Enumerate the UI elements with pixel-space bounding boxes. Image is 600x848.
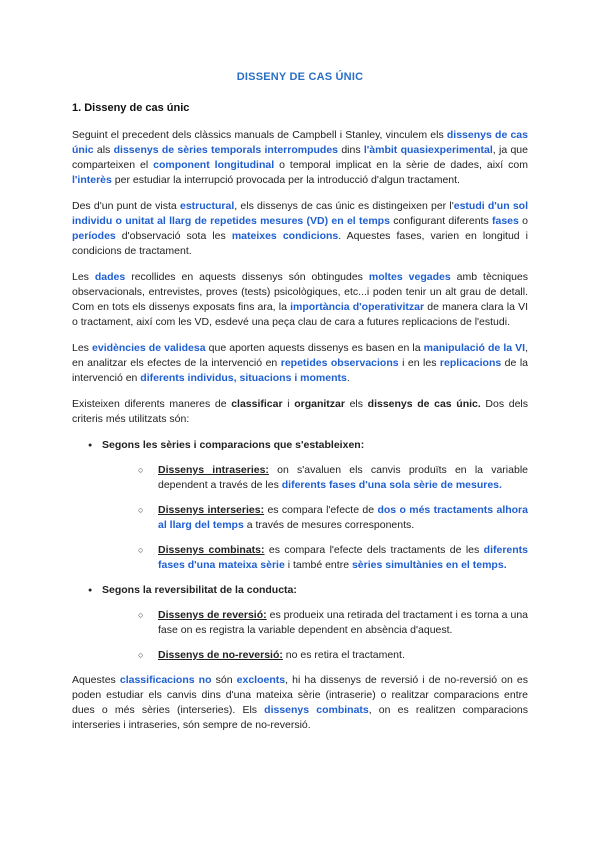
list-item-reversio: ○ Dissenys de reversió: es produeix una retirada del tractament i es torna a una fase on es registra la variable dependent en absència d'aquest. [142, 608, 528, 638]
paragraph-4: Les evidències de validesa que aporten aquests dissenys es basen en la manipulació de la VI, en analitzar els efectes de la intervenció en repetides observacions i en les replicacions de la intervenció en diferents individus, situacions i moments. [72, 342, 529, 384]
paragraph-5: Existeixen diferents maneres de classificar i organitzar els dissenys de cas únic. Dos dels criteris més utilitzats són: [72, 398, 528, 425]
paragraph-3: Les dades recollides en aquests dissenys són obtingudes moltes vegades amb tècniques observacionals, entrevistes, proves (tests) psicològiques, etc...i poden tenir un alt grau de detall. Com en tots els dissenys exposats fins ara, la importància d'operativitzar de manera clara la VI o tractament, així com les VD, esdevé una peça clau de cara a futures replicacions de l'estudi. [72, 271, 528, 328]
criteria-list [72, 438, 528, 663]
list-item-no-reversio: ○ Dissenys de no-reversió: no es retira el tractament. [142, 648, 528, 663]
page-title: DISSENY DE CAS ÚNIC [236, 71, 364, 83]
paragraph-2: Des d'un punt de vista estructural, els dissenys de cas únic es distingeixen per l'estudi d'un sol individu o unitat al llarg de repetides mesures (VD) en el temps configurant diferents fases o períodes d'observació sota les mateixes condicions. Aquestes fases, varien en longitud i condicions de tractament. [72, 200, 529, 257]
reversibility-subtypes [102, 608, 528, 663]
series-subtypes [102, 463, 528, 573]
list-item-intraseries: ○ Dissenys intraseries: on s'avaluen els canvis produïts en la variable dependent a través de les diferents fases d'una sola sèrie de mesures. [142, 463, 528, 493]
paragraph-6: Aquestes classificacions no són excloents, hi ha dissenys de reversió i de no-reversió on es poden estudiar els canvis dins d'una mateixa sèrie (intraserie) o realitzar comparacions entre dues o més sèries (interseries). Els dissenys combinats, on es realitzen comparacions interseries i intraseries, són sempre de no-reversió. [72, 674, 529, 731]
section-heading: 1. Disseny de cas únic [72, 102, 190, 114]
list-item-combinats: ○ Dissenys combinats: es compara l'efecte dels tractaments de les diferents fases d'una mateixa sèrie i també entre sèries simultànies en el temps. [142, 543, 528, 573]
criterion-series: ● Segons les sèries i comparacions que s'estableixen: ○ Dissenys intraseries: on s'avaluen els canvis produïts en la variable dependent a través de les diferents fases d'una sola sèrie de mesures. ○ Dissenys interseries: es compara l'efecte de dos o més tractaments alhora al llarg del temps a través de mesures corresponents. ○ Dissenys combinats: es compara l'efecte dels tractaments de les diferents fases d'una mateixa sèrie i també entre sèries simultànies en el temps. [88, 438, 528, 573]
document-page [72, 70, 528, 744]
list-item-interseries: ○ Dissenys interseries: es compara l'efecte de dos o més tractaments alhora al llarg del temps a través de mesures corresponents. [142, 503, 528, 533]
criterion-reversibility: ● Segons la reversibilitat de la conducta: ○ Dissenys de reversió: es produeix una retirada del tractament i es torna a una fase on es registra la variable dependent en absència d'aquest. ○ Dissenys de no-reversió: no es retira el tractament. [88, 583, 528, 663]
paragraph-1: Seguint el precedent dels clàssics manuals de Campbell i Stanley, vinculem els dissenys de cas únic als dissenys de sèries temporals interrompudes dins l'àmbit quasiexperimental, ja que comparteixen el component longitudinal o temporal implicat en la sèrie de dades, així com l'interès per estudiar la interrupció provocada per la introducció d'algun tractament. [72, 129, 528, 186]
